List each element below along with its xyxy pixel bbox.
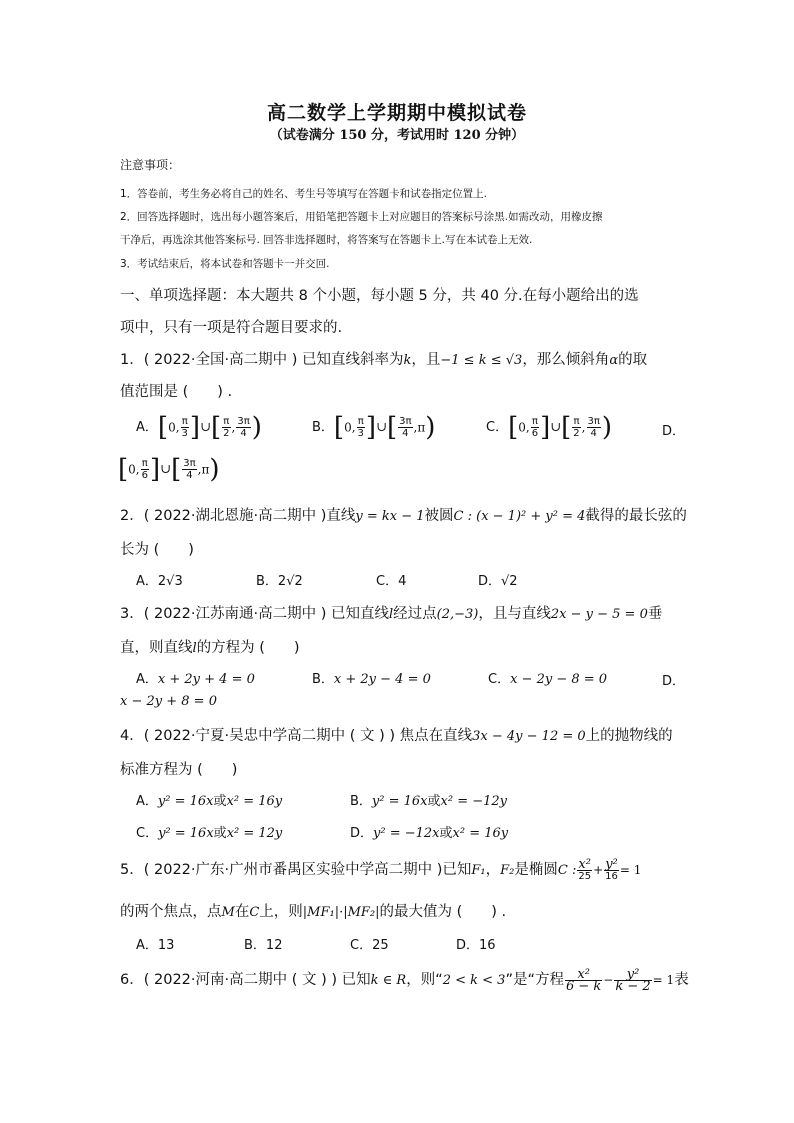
question-3-cont: 直，则直线l的方程为 ( )	[120, 640, 300, 656]
q3-option-a: A．x + 2y + 4 = 0	[136, 672, 255, 687]
question-1-cont: 值范围是 ( ) .	[120, 384, 233, 400]
notice-item-1: 1．答卷前，考生务必将自己的姓名、考生号等填写在答题卡和试卷指定位置上.	[120, 188, 488, 200]
section-heading-cont: 项中，只有一项是符合题目要求的.	[120, 320, 343, 336]
q1-option-d-label: D．	[662, 424, 686, 439]
q4-option-d: D．y² = −12x或x² = 16y	[350, 826, 509, 841]
question-6: 6．( 2022·河南·高二期中 ( 文 ) ) 已知k ∈ R，则“2 < k < 3”是“方程 $\frac{\text{x²}}{6 - k}$ − $\frac{\text{y²}}{k - 2}$ = 1表	[120, 966, 689, 994]
q3-option-d-label: D．	[662, 674, 686, 689]
notice-item-2: 2．回答选择题时，选出每小题答案后，用铅笔把答题卡上对应题目的答案标号涂黑.如需改动，用橡皮擦	[120, 211, 603, 223]
page-title: 高二数学上学期期中模拟试卷	[266, 102, 527, 124]
q2-option-a: A．2√3	[136, 574, 183, 589]
page-subtitle: （试卷满分 150 分，考试用时 120 分钟）	[269, 128, 525, 143]
question-4: 4．( 2022·宁夏·吴忠中学高二期中 ( 文 ) ) 焦点在直线3x − 4y − 12 = 0上的抛物线的	[120, 728, 673, 744]
q1-option-b: B．[0, $\frac{\pi}{3}$ ]∪[ $\frac{3\pi}{4}$ ,π)	[312, 412, 436, 443]
q2-option-d: D．√2	[478, 574, 518, 589]
q2-option-b: B．2√2	[256, 574, 303, 589]
question-3: 3．( 2022·江苏南通·高二期中 ) 已知直线l经过点(2,−3)，且与直线2x − y − 5 = 0垂	[120, 606, 663, 622]
notice-item-2-cont: 干净后，再选涂其他答案标号. 回答非选择题时，将答案写在答题卡上.写在本试卷上无效.	[120, 234, 533, 246]
q4-option-c: C．y² = 16x或x² = 12y	[136, 826, 283, 841]
q1-option-d: [0, $\frac{\pi}{6}$ ]∪[ $\frac{3\pi}{4}$ ,π)	[118, 454, 220, 485]
question-5: 5．( 2022·广东·广州市番禺区实验中学高二期中 )已知F₁，F₂是椭圆C : $\frac{\text{x²}}{25}$ + $\frac{\text{y²}}{16}$ = 1	[120, 856, 642, 882]
q1-option-c: C．[0, $\frac{\pi}{6}$ ]∪[ $\frac{\pi}{2}$ , $\frac{3\pi}{4}$ )	[486, 412, 613, 443]
question-1: 1．( 2022·全国·高二期中 ) 已知直线斜率为k，且−1 ≤ k ≤ √3，那么倾斜角α的取	[120, 352, 648, 368]
q5-option-a: A．13	[136, 938, 175, 953]
q2-option-c: C．4	[376, 574, 407, 589]
q5-option-c: C．25	[350, 938, 389, 953]
q4-option-b: B．y² = 16x或x² = −12y	[350, 794, 508, 809]
question-2: 2．( 2022·湖北恩施·高二期中 )直线y = kx − 1被圆C : (x − 1)² + y² = 4截得的最长弦的	[120, 508, 687, 524]
q5-option-b: B．12	[244, 938, 283, 953]
question-5-cont: 的两个焦点，点M在C上，则|MF₁|·|MF₂|的最大值为 ( ) .	[120, 904, 507, 920]
q3-option-b: B．x + 2y − 4 = 0	[312, 672, 431, 687]
notice-title: 注意事项：	[120, 158, 181, 172]
question-2-cont: 长为 ( )	[120, 542, 194, 558]
q3-option-d: x − 2y + 8 = 0	[120, 694, 217, 709]
q1-option-a: A．[0, $\frac{\pi}{3}$ ]∪[ $\frac{\pi}{2}$ , $\frac{3\pi}{4}$ )	[136, 412, 262, 443]
q3-option-c: C．x − 2y − 8 = 0	[488, 672, 608, 687]
q5-option-d: D．16	[456, 938, 496, 953]
notice-item-3: 3．考试结束后，将本试卷和答题卡一并交回.	[120, 258, 330, 270]
section-heading: 一、单项选择题：本大题共 8 个小题，每小题 5 分，共 40 分.在每小题给出的选	[120, 288, 639, 304]
question-4-cont: 标准方程为 ( )	[120, 762, 238, 778]
q4-option-a: A．y² = 16x或x² = 16y	[136, 794, 283, 809]
